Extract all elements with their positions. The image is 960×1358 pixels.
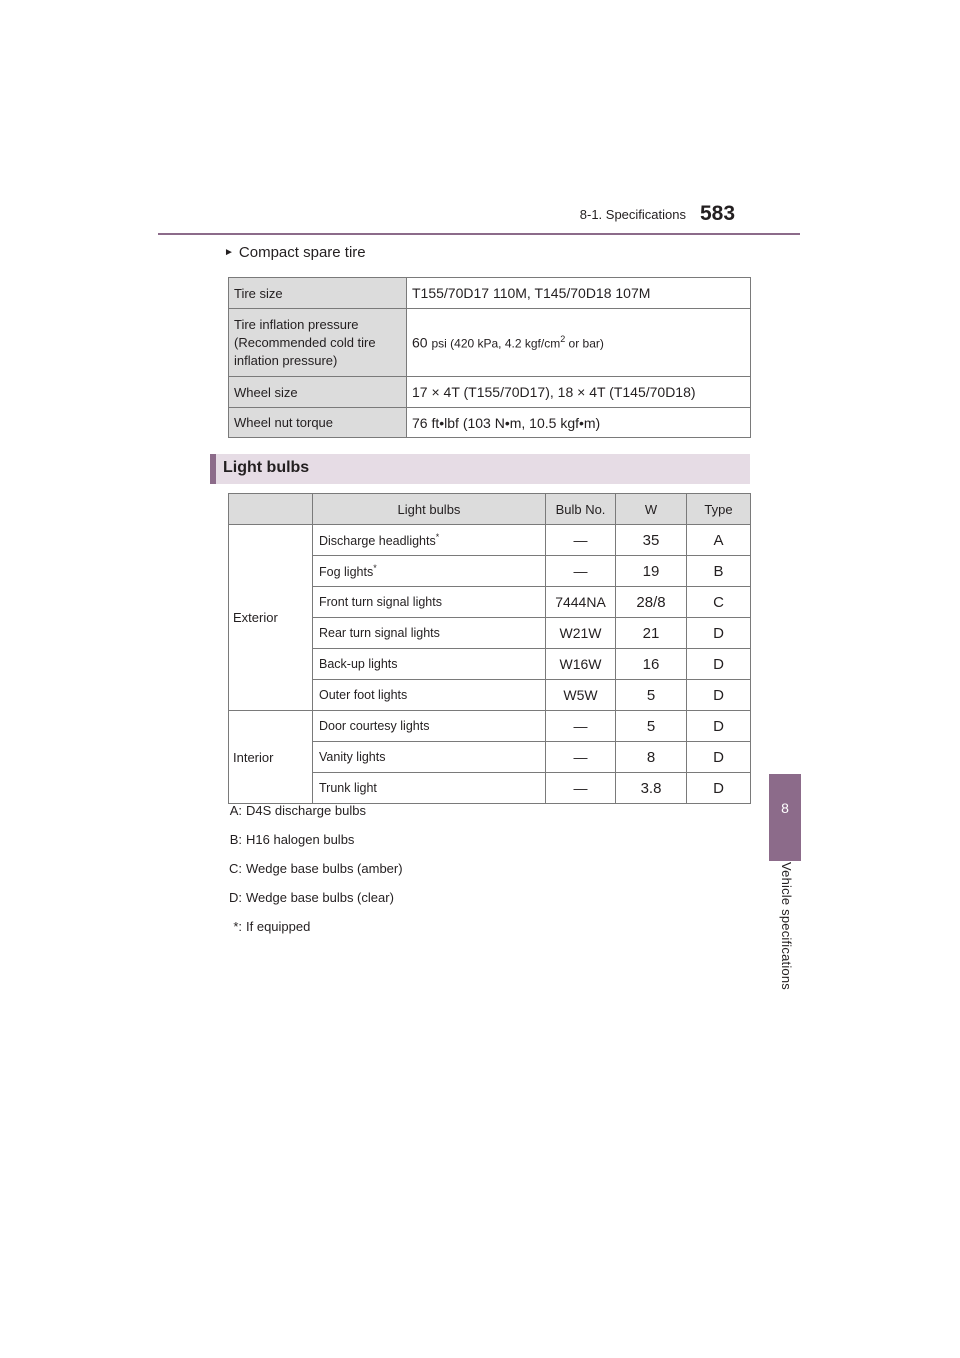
footnote-star: *: [435, 531, 440, 542]
bulb-watts: 19: [616, 556, 687, 587]
chapter-tab: [769, 774, 801, 861]
chapter-tab-label: Vehicle specifications: [779, 862, 794, 990]
bulb-name-text: Discharge headlights: [319, 534, 436, 549]
triangle-bullet-icon: ►: [224, 247, 234, 258]
bulb-number: 7444NA: [546, 587, 616, 618]
group-exterior: Exterior: [229, 525, 313, 711]
column-header: [229, 494, 313, 525]
legend-key: C:: [229, 861, 242, 876]
bulb-name: [313, 525, 546, 556]
spec-value-number: 60: [412, 334, 432, 351]
spec-value: T155/70D17 110M, T145/70D18 107M: [407, 278, 751, 309]
legend-item: [220, 832, 354, 847]
light-bulbs-table: [228, 493, 751, 804]
table-row: [229, 278, 751, 309]
column-header: Light bulbs: [313, 494, 546, 525]
bulb-name: Trunk light: [313, 773, 546, 804]
bulb-type: A: [687, 525, 751, 556]
legend-text: D4S discharge bulbs: [246, 803, 366, 818]
spec-key: Tire size: [229, 278, 407, 309]
spare-tire-table: [228, 277, 751, 438]
table-row: [229, 408, 751, 438]
column-header: Type: [687, 494, 751, 525]
spec-key: Tire inflation pressure (Recommended cold tire inflation pressure): [229, 309, 407, 377]
spec-key: Wheel nut torque: [229, 408, 407, 438]
bulb-watts: 3.8: [616, 773, 687, 804]
bulb-type: D: [687, 773, 751, 804]
bulb-name: Door courtesy lights: [313, 711, 546, 742]
legend-text: H16 halogen bulbs: [246, 832, 355, 847]
bulb-type: D: [687, 649, 751, 680]
bulb-number: W5W: [546, 680, 616, 711]
bulb-number: W16W: [546, 649, 616, 680]
spec-key: Wheel size: [229, 377, 407, 408]
table-header-row: [229, 494, 751, 525]
legend-text: Wedge base bulbs (clear): [246, 890, 394, 905]
bulb-watts: 5: [616, 711, 687, 742]
spec-value: 76 ft•lbf (103 N•m, 10.5 kgf•m): [407, 408, 751, 438]
bulb-type: D: [687, 680, 751, 711]
bulb-number: —: [546, 711, 616, 742]
bulb-watts: 28/8: [616, 587, 687, 618]
bulb-number: —: [546, 525, 616, 556]
bulb-name: Back-up lights: [313, 649, 546, 680]
column-header: Bulb No.: [546, 494, 616, 525]
bulb-name: Vanity lights: [313, 742, 546, 773]
legend-text: Wedge base bulbs (amber): [246, 861, 403, 876]
bulb-watts: 35: [616, 525, 687, 556]
legend-item: [220, 890, 394, 905]
group-interior: Interior: [229, 711, 313, 804]
spec-value-units: psi (420 kPa, 4.2 kgf/cm: [431, 336, 561, 351]
bulb-name: Outer foot lights: [313, 680, 546, 711]
bulb-name: Front turn signal lights: [313, 587, 546, 618]
light-bulbs-title: Light bulbs: [223, 459, 310, 476]
bulb-number: W21W: [546, 618, 616, 649]
column-header: W: [616, 494, 687, 525]
legend-item: [220, 803, 366, 818]
legend-item: [220, 919, 310, 934]
bulb-type: D: [687, 742, 751, 773]
table-row: [229, 525, 751, 556]
table-row: [229, 309, 751, 377]
legend-key: A:: [229, 803, 242, 818]
bulb-number: —: [546, 742, 616, 773]
spec-value: [407, 309, 751, 377]
bulb-type: D: [687, 618, 751, 649]
bulb-watts: 16: [616, 649, 687, 680]
page-number: 583: [700, 202, 736, 225]
bulb-watts: 8: [616, 742, 687, 773]
bulb-number: —: [546, 556, 616, 587]
bulb-name: Rear turn signal lights: [313, 618, 546, 649]
legend-key: *:: [233, 919, 242, 934]
bulb-watts: 21: [616, 618, 687, 649]
compact-spare-heading-text: Compact spare tire: [238, 244, 366, 261]
bulb-type: D: [687, 711, 751, 742]
header-rule: [158, 233, 800, 235]
spec-value-tail: or bar): [565, 336, 604, 351]
legend-text: If equipped: [246, 919, 311, 934]
legend-item: [220, 861, 403, 876]
chapter-tab-number: 8: [781, 800, 789, 816]
bulb-watts: 5: [616, 680, 687, 711]
legend-key: D:: [229, 890, 242, 905]
bulb-type: C: [687, 587, 751, 618]
section-title: 8-1. Specifications: [579, 207, 686, 222]
spec-value: 17 × 4T (T155/70D17), 18 × 4T (T145/70D18): [407, 377, 751, 408]
bulb-name: [313, 556, 546, 587]
table-row: [229, 711, 751, 742]
table-row: [229, 377, 751, 408]
bulb-name-text: Fog lights: [319, 565, 374, 580]
bulb-type: B: [687, 556, 751, 587]
footnote-star: *: [373, 562, 377, 573]
spec-value-sup: 2: [560, 334, 566, 345]
compact-spare-heading: [224, 244, 366, 261]
legend-key: B:: [229, 832, 242, 847]
bulb-number: —: [546, 773, 616, 804]
